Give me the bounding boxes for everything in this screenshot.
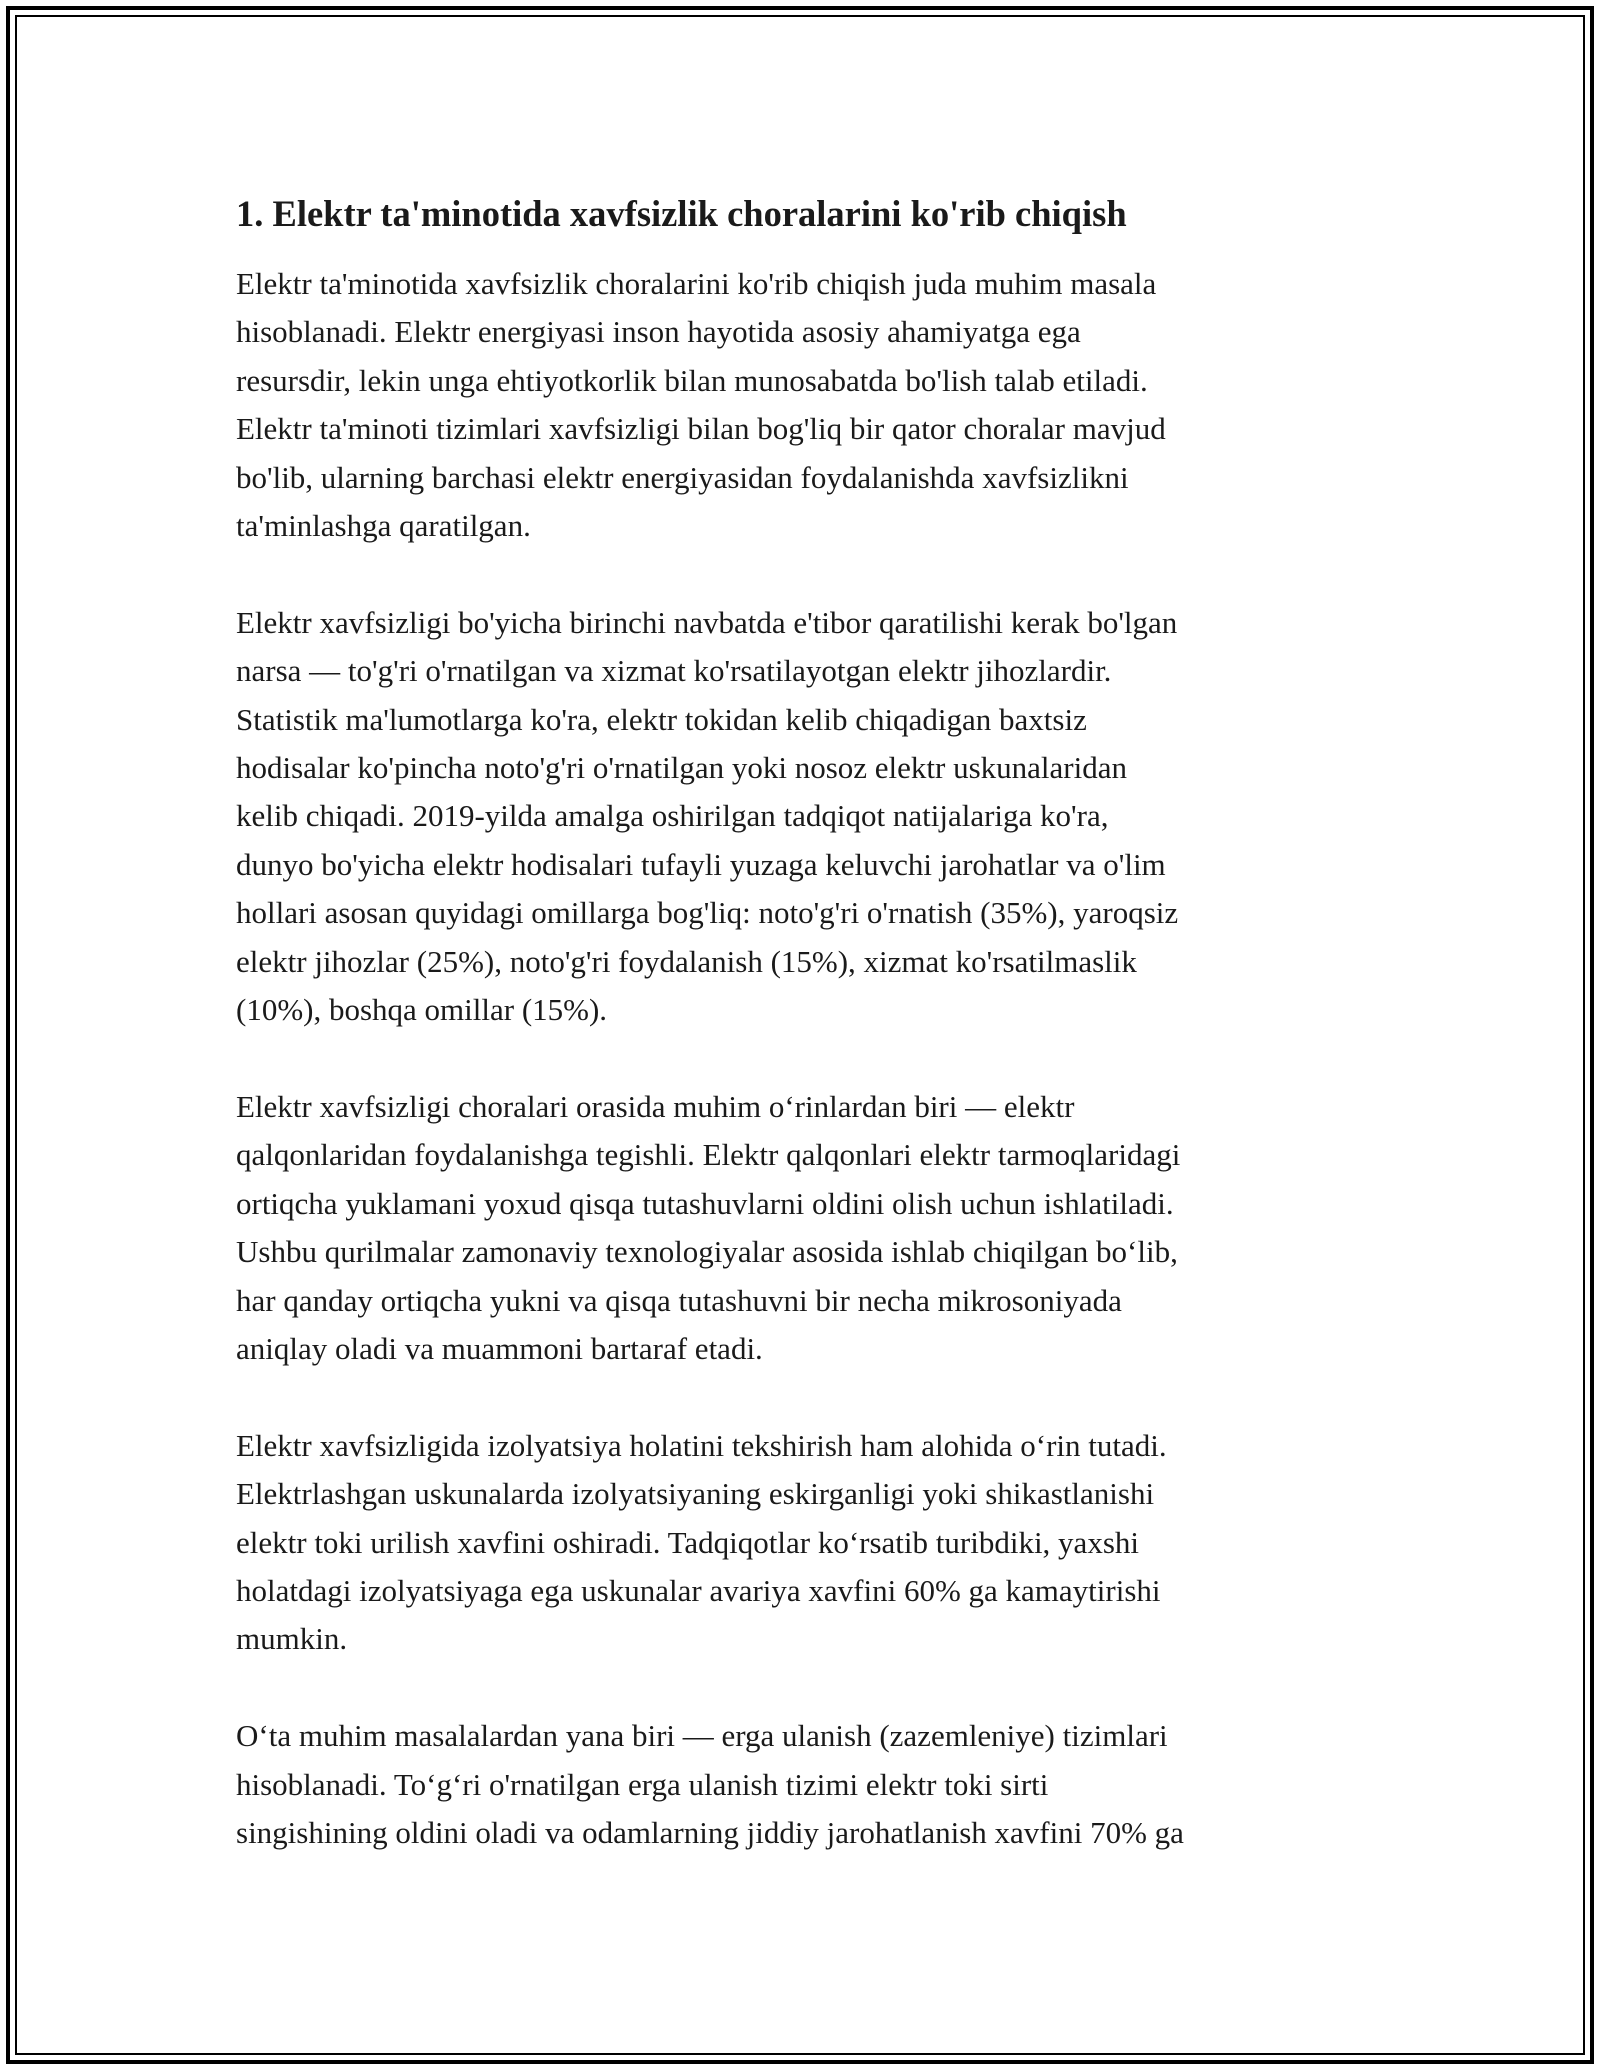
- text-line: hisoblanadi. Elektr energiyasi inson hayotida asosiy ahamiyatga ega: [236, 314, 1081, 350]
- text-line: hisoblanadi. To‘g‘ri o'rnatilgan erga ulanish tizimi elektr toki sirti: [236, 1766, 1049, 1802]
- text-line: Elektr xavfsizligi choralari orasida muhim o‘rinlardan biri — elektr: [236, 1088, 1075, 1124]
- text-line: Elektr xavfsizligida izolyatsiya holatini tekshirish ham alohida o‘rin tutadi.: [236, 1427, 1167, 1463]
- text-line: dunyo bo'yicha elektr hodisalari tufayli yuzaga keluvchi jarohatlar va o'lim: [236, 846, 1166, 882]
- text-line: resursdir, lekin unga ehtiyotkorlik bilan munosabatda bo'lish talab etiladi.: [236, 362, 1148, 398]
- text-line: (10%), boshqa omillar (15%).: [236, 992, 608, 1028]
- text-line: aniqlay oladi va muammoni bartaraf etadi.: [236, 1330, 763, 1366]
- text-line: O‘ta muhim masalalardan yana biri — erga ulanish (zazemleniye) tizimlari: [236, 1718, 1168, 1754]
- text-line: Elektrlashgan uskunalarda izolyatsiyaning eskirganligi yoki shikastlanishi: [236, 1476, 1155, 1512]
- paragraph-statistics: [236, 599, 1371, 1035]
- text-line: Statistik ma'lumotlarga ko'ra, elektr tokidan kelib chiqadigan baxtsiz: [236, 701, 1087, 737]
- text-line: har qanday ortiqcha yukni va qisqa tutashuvni bir necha mikrosoniyada: [236, 1282, 1122, 1318]
- paragraph-shields: [236, 1083, 1371, 1373]
- text-line: elektr toki urilish xavfini oshiradi. Tadqiqotlar ko‘rsatib turibdiki, yaxshi: [236, 1524, 1139, 1560]
- section-heading: 1. Elektr ta'minotida xavfsizlik choralarini ko'rib chiqish: [236, 193, 1127, 234]
- text-line: singishining oldini oladi va odamlarning jiddiy jarohatlanish xavfini 70% ga: [236, 1814, 1184, 1850]
- text-line: ta'minlashga qaratilgan.: [236, 508, 531, 544]
- paragraph-insulation: [236, 1422, 1371, 1664]
- paragraph-intro: [236, 260, 1371, 550]
- text-line: holatdagi izolyatsiyaga ega uskunalar avariya xavfini 60% ga kamaytirishi: [236, 1572, 1161, 1608]
- text-line: kelib chiqadi. 2019-yilda amalga oshirilgan tadqiqot natijalariga ko'ra,: [236, 798, 1109, 834]
- text-line: Elektr ta'minotida xavfsizlik choralarini ko'rib chiqish juda muhim masala: [236, 266, 1157, 301]
- text-line: mumkin.: [236, 1621, 348, 1657]
- text-line: Ushbu qurilmalar zamonaviy texnologiyalar asosida ishlab chiqilgan bo‘lib,: [236, 1234, 1178, 1270]
- text-line: qalqonlaridan foydalanishga tegishli. Elektr qalqonlari elektr tarmoqlaridagi: [236, 1137, 1181, 1173]
- text-line: elektr jihozlar (25%), noto'g'ri foydalanish (15%), xizmat ko'rsatilmaslik: [236, 943, 1137, 979]
- text-line: ortiqcha yuklamani yoxud qisqa tutashuvlarni oldini olish uchun ishlatiladi.: [236, 1185, 1174, 1221]
- text-line: Elektr ta'minoti tizimlari xavfsizligi bilan bog'liq bir qator choralar mavjud: [236, 411, 1166, 447]
- text-line: hollari asosan quyidagi omillarga bog'liq: noto'g'ri o'rnatish (35%), yaroqsiz: [236, 895, 1179, 931]
- text-line: hodisalar ko'pincha noto'g'ri o'rnatilgan yoki nosoz elektr uskunalaridan: [236, 750, 1127, 786]
- text-line: bo'lib, ularning barchasi elektr energiyasidan foydalanishda xavfsizlikni: [236, 459, 1129, 495]
- paragraph-grounding: [236, 1712, 1371, 1857]
- text-line: Elektr xavfsizligi bo'yicha birinchi navbatda e'tibor qaratilishi kerak bo'lgan: [236, 604, 1178, 640]
- document-body: [236, 190, 1371, 1906]
- text-line: narsa — to'g'ri o'rnatilgan va xizmat ko'rsatilayotgan elektr jihozlardir.: [236, 653, 1112, 689]
